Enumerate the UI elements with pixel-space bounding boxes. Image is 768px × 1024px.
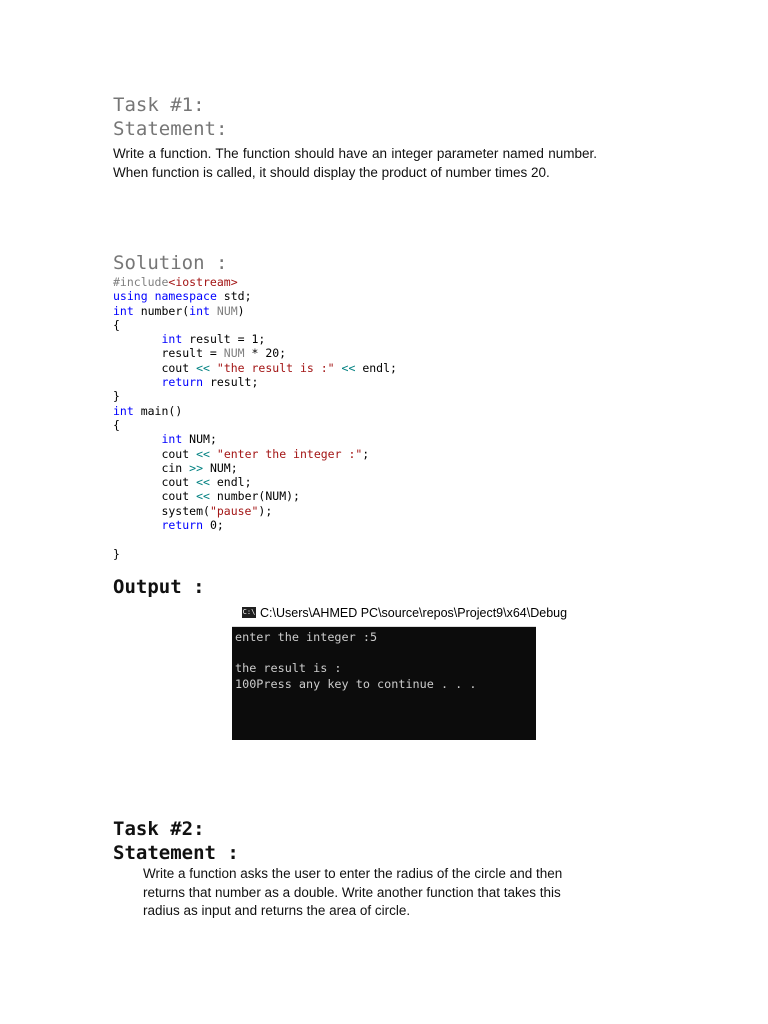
code-token: << (196, 489, 210, 504)
code-token: NUM; (182, 432, 217, 447)
console-body (232, 627, 536, 692)
code-line (113, 518, 397, 532)
code-token: system( (113, 503, 210, 518)
code-token: cin (113, 460, 190, 475)
console-titlebar (232, 599, 568, 627)
code-token: NUM (216, 303, 238, 318)
solution-heading: Solution : (113, 252, 228, 274)
code-token: } (113, 546, 120, 561)
task1-statement-heading: Statement: (113, 118, 228, 140)
code-token: int (189, 303, 210, 318)
code-token: return (161, 375, 204, 390)
code-token (210, 447, 217, 461)
code-token (335, 361, 342, 375)
code-token: result = (113, 346, 224, 361)
code-token: endl; (209, 475, 252, 490)
code-token: >> (189, 460, 204, 475)
code-token: NUM (223, 346, 245, 361)
code-token: ); (258, 503, 273, 518)
code-token: cout (113, 446, 197, 461)
code-line (113, 532, 397, 546)
console-icon: C:\ (242, 608, 256, 616)
code-token (210, 361, 217, 375)
code-line (113, 475, 397, 489)
code-token: endl; (355, 360, 397, 375)
code-token: cout (113, 360, 197, 375)
code-token (113, 332, 161, 346)
code-token: int (161, 432, 183, 447)
code-token: int (113, 303, 134, 318)
code-token: result = 1; (182, 332, 266, 347)
task1-title: Task #1: (113, 94, 205, 116)
task2-statement: Write a function asks the user to enter the radius of the circle and then returns that number as a double. Write another function that takes this radius as input and returns the area of circle. (143, 866, 563, 918)
console-title-text: C:\Users\AHMED PC\source\repos\Project9\x64\Debug (260, 605, 568, 620)
console-line: 100Press any key to continue . . . (235, 676, 477, 691)
code-token: main() (133, 403, 183, 418)
code-token: <iostream> (168, 275, 238, 289)
code-token: cout (113, 475, 197, 490)
code-token: number( (133, 303, 190, 318)
code-token: "pause" (209, 503, 259, 518)
code-line (113, 418, 397, 432)
code-token: << (196, 446, 210, 461)
code-token: ; (362, 446, 370, 461)
code-line (113, 461, 397, 475)
code-token: NUM; (203, 460, 238, 475)
code-token (148, 289, 155, 303)
code-line (113, 304, 397, 318)
console-line (235, 646, 536, 662)
code-line (113, 504, 397, 518)
code-token: "enter the integer :" (216, 446, 363, 461)
console-window (232, 599, 568, 740)
code-token: "the result is :" (216, 360, 335, 375)
code-token: number(NUM); (209, 489, 300, 504)
output-heading: Output : (113, 576, 205, 598)
code-token: ) (237, 303, 245, 318)
code-block (113, 275, 397, 561)
code-token: { (113, 317, 120, 332)
code-token (113, 375, 161, 389)
code-token: return (161, 518, 204, 533)
code-line (113, 547, 397, 561)
code-line (113, 432, 397, 446)
task2-title: Task #2: (113, 818, 205, 840)
code-token (113, 518, 161, 532)
code-line (113, 289, 397, 303)
code-line (113, 332, 397, 346)
code-token: * 20; (244, 346, 287, 361)
code-token: 0; (203, 518, 224, 533)
code-token: << (196, 360, 210, 375)
code-token: result; (203, 375, 259, 390)
code-line (113, 389, 397, 403)
code-token: int (113, 403, 134, 418)
code-token: cout (113, 489, 197, 504)
code-token: #include (113, 275, 169, 289)
code-line (113, 346, 397, 360)
code-token: } (113, 389, 120, 404)
console-line: the result is : (235, 661, 342, 675)
code-line (113, 489, 397, 503)
code-token: using (113, 289, 148, 304)
code-token: << (341, 360, 356, 375)
code-token: std; (216, 289, 252, 304)
task1-statement: Write a function. The function should have an integer parameter named number. When function is called, it should display the product of number times 20. (113, 146, 597, 180)
code-line (113, 447, 397, 461)
code-line (113, 375, 397, 389)
code-line (113, 361, 397, 375)
code-line (113, 318, 397, 332)
code-token (210, 304, 217, 318)
console-line: enter the integer :5 (235, 630, 378, 644)
code-token (113, 432, 161, 446)
task2-statement-heading: Statement : (113, 842, 239, 864)
code-line (113, 404, 397, 418)
code-line (113, 275, 397, 289)
code-token: << (196, 475, 210, 490)
code-token: int (161, 332, 183, 347)
code-token: namespace (154, 289, 217, 304)
code-token: { (113, 417, 120, 432)
